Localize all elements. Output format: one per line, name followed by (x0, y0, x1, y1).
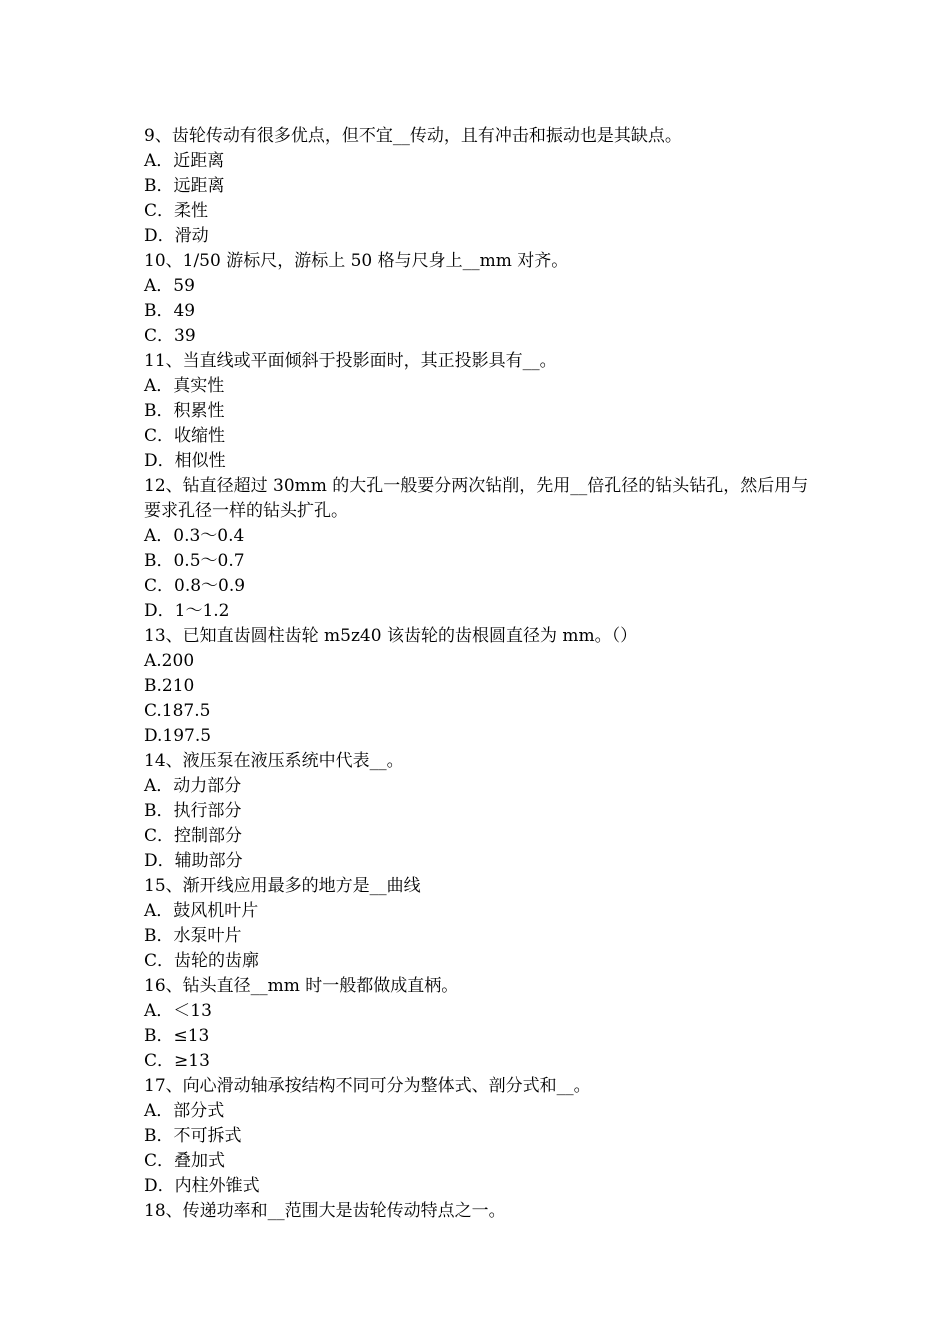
option-10-c: C．39 (144, 326, 196, 346)
option-12-c: C．0.8～0.9 (144, 576, 246, 596)
option-13-c: C.187.5 (144, 701, 211, 721)
option-15-b: B．水泵叶片 (144, 926, 242, 946)
question-17-text: 17、向心滑动轴承按结构不同可分为整体式、剖分式和__。 (144, 1076, 591, 1096)
option-15-c: C．齿轮的齿廓 (144, 951, 260, 971)
option-17-d: D．内柱外锥式 (144, 1176, 260, 1196)
option-13-b: B.210 (144, 676, 195, 696)
option-14-b: B．执行部分 (144, 801, 242, 821)
option-12-b: B．0.5～0.7 (144, 551, 245, 571)
question-15-text: 15、渐开线应用最多的地方是__曲线 (144, 876, 421, 896)
option-9-c: C．柔性 (144, 201, 209, 221)
option-9-d: D．滑动 (144, 226, 209, 246)
option-14-a: A．动力部分 (144, 776, 242, 796)
option-10-b: B．49 (144, 301, 196, 321)
question-list (144, 124, 824, 1224)
question-9-text: 9、齿轮传动有很多优点，但不宜__传动，且有冲击和振动也是其缺点。 (144, 126, 682, 146)
option-9-b: B．远距离 (144, 176, 225, 196)
question-12-text: 12、钻直径超过 30mm 的大孔一般要分两次钻削，先用__倍孔径的钻头钻孔，然后用与要求孔径一样的钻头扩孔。 (144, 476, 809, 521)
option-15-a: A．鼓风机叶片 (144, 901, 259, 921)
option-9-a: A．近距离 (144, 151, 225, 171)
option-16-c: C．≥13 (144, 1051, 210, 1071)
question-11-text: 11、当直线或平面倾斜于投影面时，其正投影具有__。 (144, 351, 557, 371)
question-16-text: 16、钻头直径__mm 时一般都做成直柄。 (144, 976, 459, 996)
question-13-text: 13、已知直齿圆柱齿轮 m5z40 该齿轮的齿根圆直径为 mm。（） (144, 626, 638, 646)
option-11-d: D．相似性 (144, 451, 226, 471)
option-10-a: A．59 (144, 276, 195, 296)
question-14-text: 14、液压泵在液压系统中代表__。 (144, 751, 404, 771)
option-17-c: C．叠加式 (144, 1151, 226, 1171)
option-17-b: B．不可拆式 (144, 1126, 242, 1146)
option-12-a: A．0.3～0.4 (144, 526, 245, 546)
question-18-text: 18、传递功率和__范围大是齿轮传动特点之一。 (144, 1201, 506, 1221)
option-11-b: B．积累性 (144, 401, 225, 421)
option-13-a: A.200 (144, 651, 195, 671)
option-14-d: D．辅助部分 (144, 851, 243, 871)
option-11-a: A．真实性 (144, 376, 225, 396)
option-14-c: C．控制部分 (144, 826, 243, 846)
option-17-a: A．部分式 (144, 1101, 225, 1121)
option-11-c: C．收缩性 (144, 426, 226, 446)
option-12-d: D．1～1.2 (144, 601, 230, 621)
option-13-d: D.197.5 (144, 726, 212, 746)
option-16-a: A．＜13 (144, 1001, 212, 1021)
option-16-b: B．≤13 (144, 1026, 210, 1046)
question-10-text: 10、1/50 游标尺，游标上 50 格与尺身上__mm 对齐。 (144, 251, 569, 271)
